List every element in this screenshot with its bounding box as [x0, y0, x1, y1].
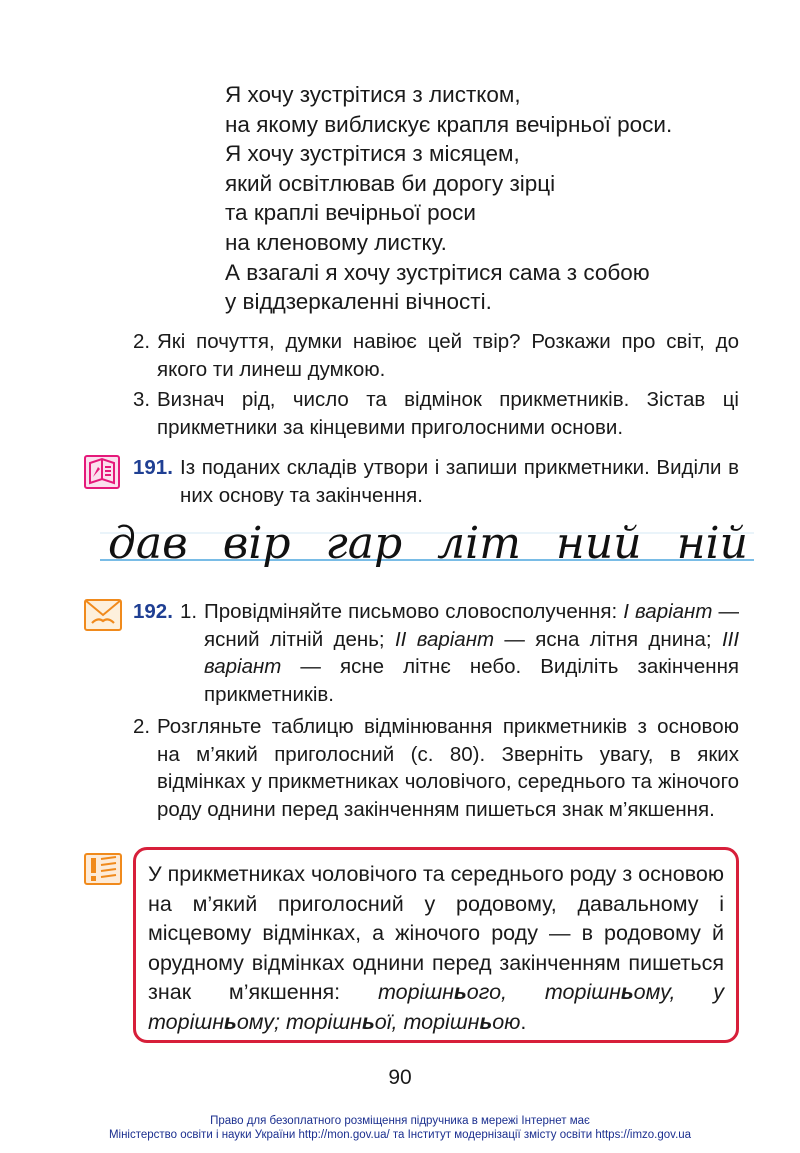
item-text: — ясний літній день; [204, 600, 740, 651]
exercise-192-item-1 [180, 598, 739, 708]
item-number: 1. [180, 600, 198, 623]
handshake-letter-icon [84, 599, 122, 631]
poem-line: на якому виблискує крапля вечірньої роси. [225, 111, 673, 137]
item-number: 2. [133, 715, 151, 738]
syllable-group [108, 519, 748, 569]
poem-line: на кленовому листку. [225, 229, 447, 255]
question-text: Визнач рід, число та відмінок прикметників. Зістав ці прикметники за кінцевими приголосними основи. [157, 388, 739, 439]
question-text: Які почуття, думки навіює цей твір? Розкажи про світ, до якого ти линеш думкою. [157, 330, 739, 381]
syllable: літ [437, 518, 521, 569]
exercise-192 [133, 598, 739, 708]
exercise-text: Із поданих складів утвори і запиши прикметники. Виділи в них основу та закінчення. [180, 456, 739, 507]
variant-label: ІІ варіант [394, 627, 495, 651]
rule-example: торішнього, торішньому, у торішньому; торішньої, торішньою [148, 980, 724, 1034]
exercise-191 [133, 454, 739, 509]
poem-line: Я хочу зустрітися з листком, [225, 82, 521, 107]
syllable: ній [676, 518, 748, 569]
exercise-192-item-2 [133, 713, 739, 823]
pen-write-icon [84, 455, 120, 489]
rule-box: У прикметниках чоловічого та середнього роду з основою на м’який приголосний у родовому, давальному і місцевому відмінках, а жіночого роду — в родовому й орудному відмінках однини перед закінченням пишеться знак м’якшення: торішнього, торішньому, у торішньому; торішньої, торішньою. [133, 847, 739, 1043]
poem-line: у віддзеркаленні вічності. [225, 289, 492, 315]
question-number: 2. [133, 330, 151, 353]
poem-line: який освітлював би дорогу зірці [225, 170, 556, 196]
handwriting-line [100, 513, 760, 593]
syllable: дав [108, 518, 188, 569]
footer-notice [0, 1114, 800, 1142]
variant-label: І варіант [623, 600, 713, 623]
question-number: 3. [133, 388, 151, 411]
item-text: Провідміняйте письмово словосполучення: [204, 600, 624, 623]
page-number: 90 [388, 1066, 412, 1089]
footer-line: Міністерство освіти і науки України http://mon.gov.ua/ та Інститут модернізації змісту освіти https://imzo.gov.ua [108, 1129, 692, 1141]
item-text: — ясна літня днина; [494, 627, 722, 651]
poem [225, 80, 672, 317]
item-text: — ясне літнє небо. Виділіть закінчення прикметників. [204, 655, 739, 706]
rule-text: У прикметниках чоловічого та середнього роду з основою на м’який приголосний у родовому, давальному і місцевому відмінках, а жіночого роду — в родовому й орудному відмінках однини перед закінченням пишеться знак м’якшення: [148, 862, 724, 1004]
question-3 [133, 386, 739, 441]
item-text: Розгляньте таблицю відмінювання прикметників з основою на м’який приголосний (с. 80). Зверніть увагу, в яких відмінках у прикметниках чоловічого, середнього та жіночого роду однини перед закінченням пишеться знак м’якшення. [157, 715, 739, 821]
poem-line: та краплі вечірньої роси [225, 200, 476, 226]
poem-line: Я хочу зустрітися з місяцем, [225, 141, 520, 167]
syllable: ний [555, 518, 642, 569]
variant-label: ІІІ варіант [204, 627, 740, 678]
syllable: гар [325, 518, 403, 569]
footer-line: Право для безоплатного розміщення підручника в мережі Інтернет має [210, 1115, 590, 1127]
question-2 [133, 328, 739, 383]
exercise-number: 192. [133, 600, 173, 623]
syllable: вір [222, 518, 291, 569]
exclamation-book-icon [84, 853, 122, 885]
exercise-number: 191. [133, 456, 173, 479]
poem-line: А взагалі я хочу зустрітися сама з собою [225, 259, 650, 285]
